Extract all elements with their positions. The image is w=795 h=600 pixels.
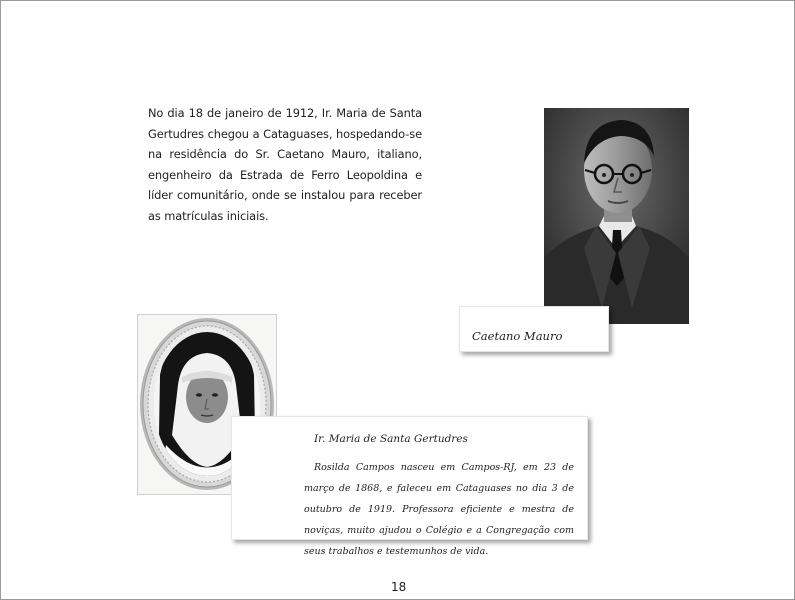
photo-caption: Caetano Mauro bbox=[472, 329, 563, 343]
caetano-mauro-portrait bbox=[544, 108, 689, 324]
biography-box bbox=[231, 416, 588, 557]
biography-text: Rosilda Campos nasceu em Campos-RJ, em 23 de março de 1868, e faleceu em Cataguases no dia 3 de outubro de 1919. Professora eficiente e mestra de noviças, muito ajudou o Colégio e a Congregação com seus trabalhos e testemunhos de vida. bbox=[304, 461, 574, 557]
intro-paragraph: No dia 18 de janeiro de 1912, Ir. Maria de Santa Gertudres chegou a Cataguases, hospedando-se na residência do Sr. Caetano Mauro, italiano, engenheiro da Estrada de Ferro Leopoldina e líder comunitário, onde se instalou para receber as matrículas iniciais. bbox=[148, 106, 422, 223]
biography-title: Ir. Maria de Santa Gertudres bbox=[314, 433, 468, 445]
photo-caption-box bbox=[459, 306, 609, 352]
caetano-mauro-photo bbox=[544, 108, 689, 324]
page-number: 18 bbox=[391, 580, 407, 594]
